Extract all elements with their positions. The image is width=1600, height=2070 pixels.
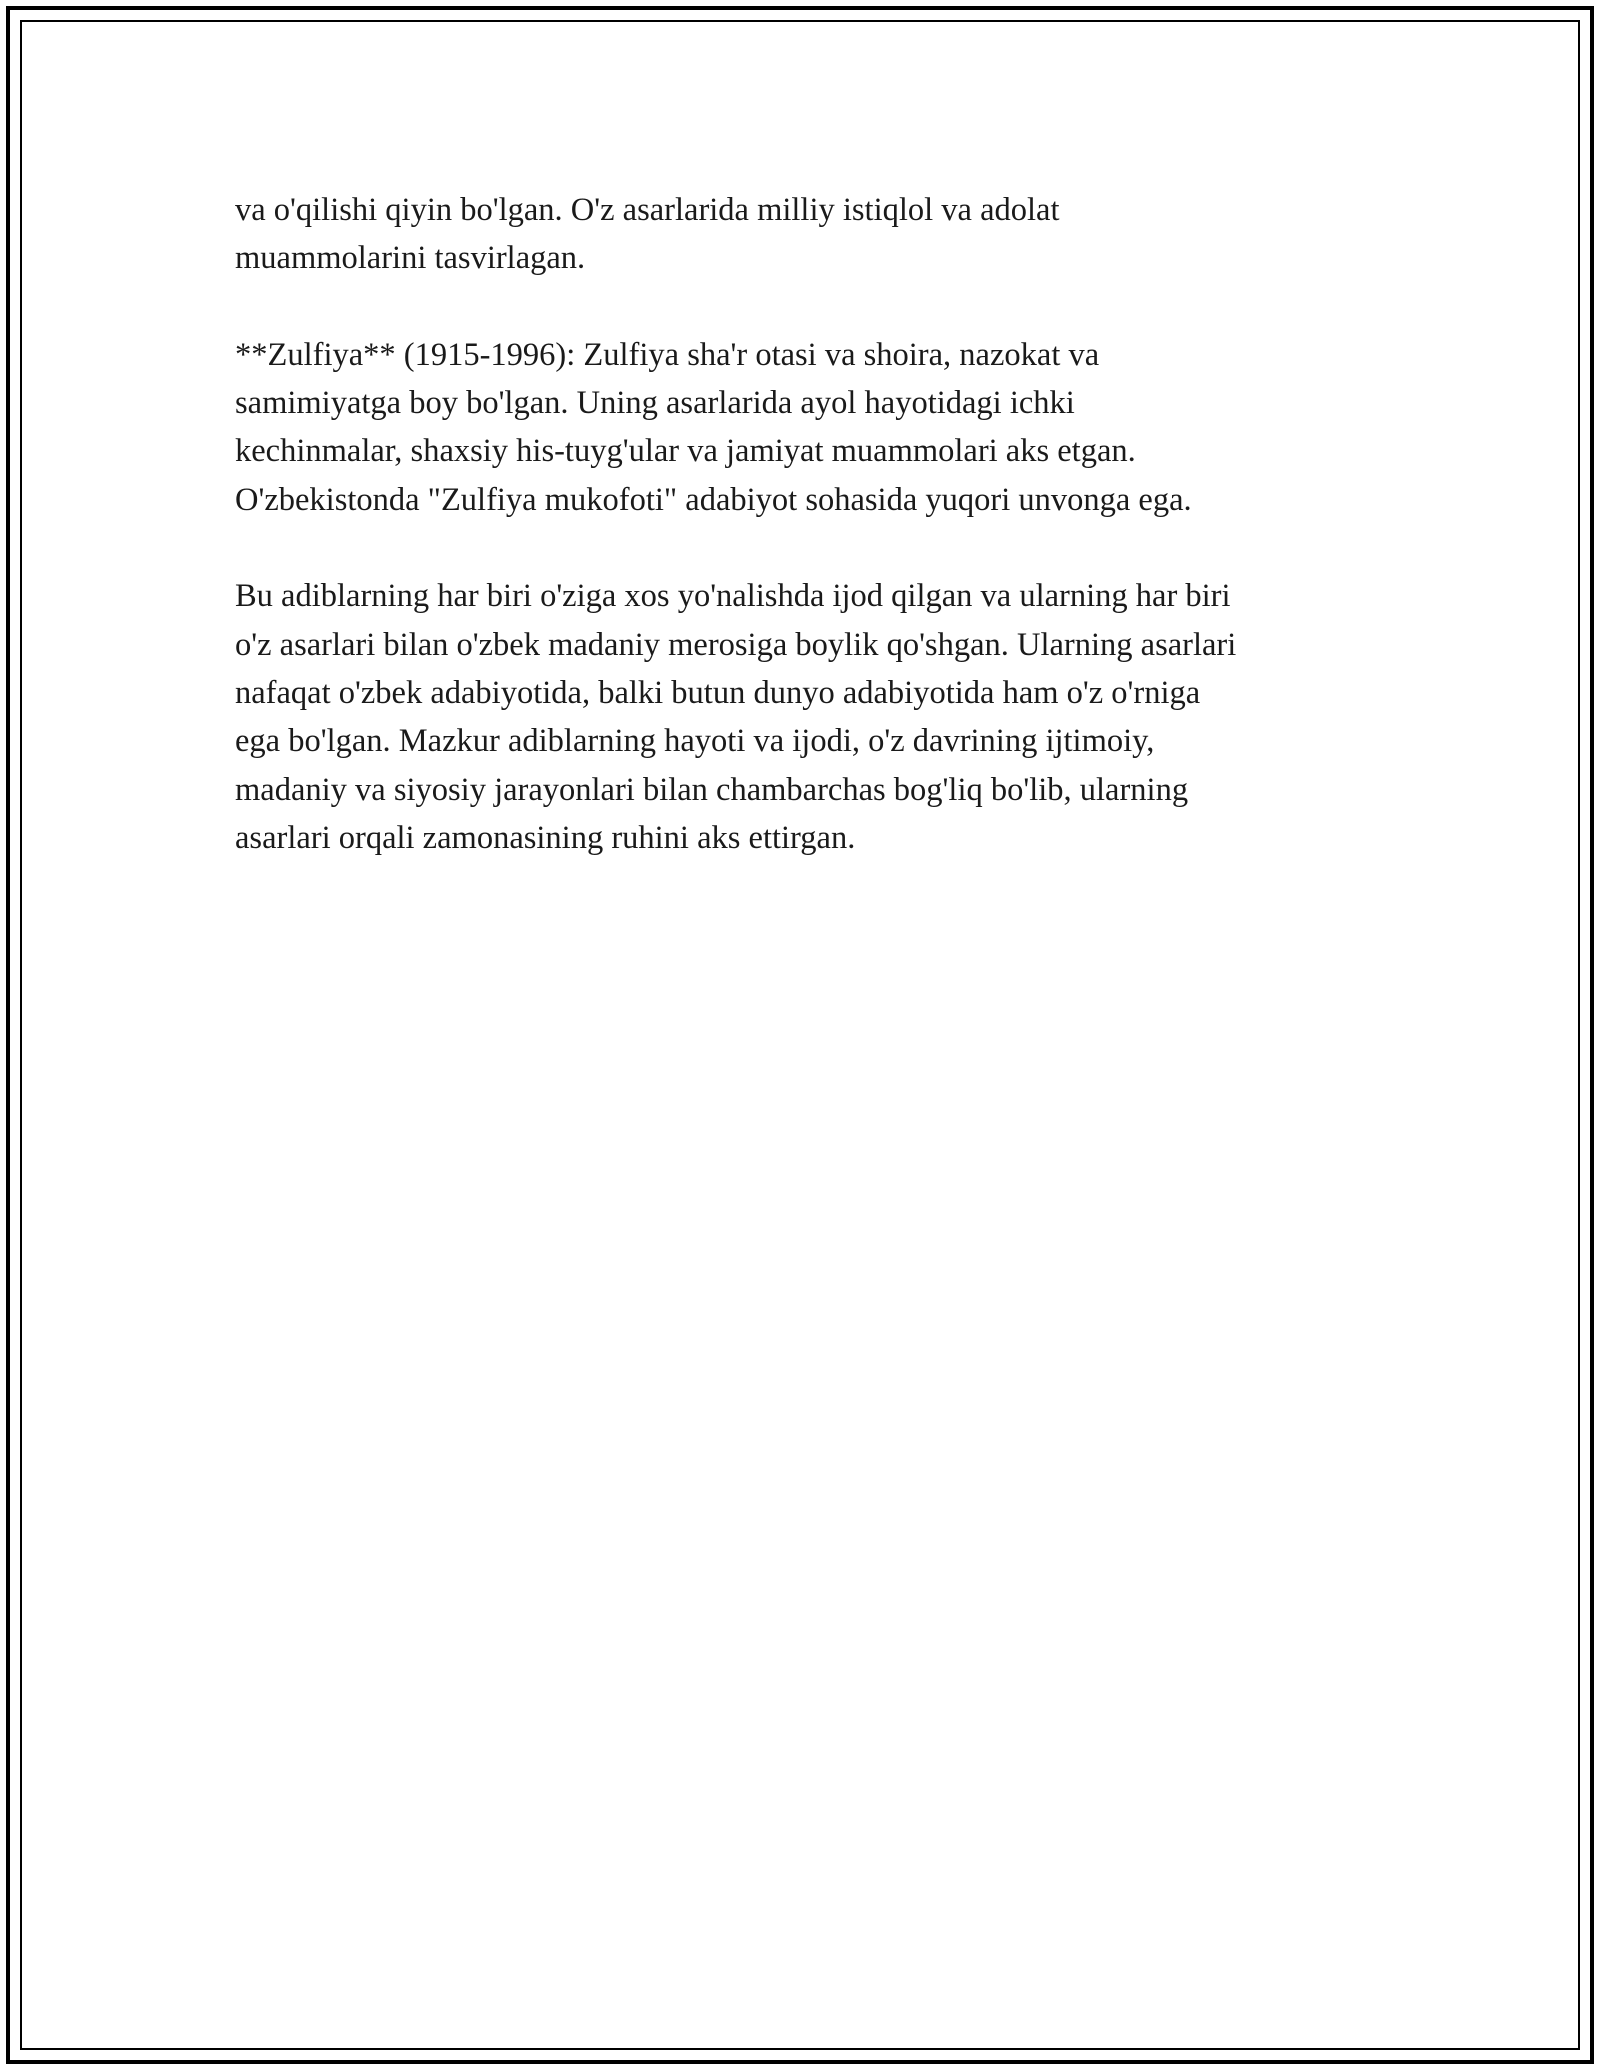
- paragraph-conclusion: [235, 572, 1375, 862]
- text-line: o'z asarlari bilan o'zbek madaniy merosiga boylik qo'shgan. Ularning asarlari: [235, 626, 1237, 663]
- text-line: O'zbekistonda "Zulfiya mukofoti" adabiyot sohasida yuqori unvonga ega.: [235, 481, 1192, 518]
- text-line: asarlari orqali zamonasining ruhini aks ettirgan.: [235, 819, 856, 856]
- paragraph-continuation: [235, 186, 1375, 283]
- text-line: va o'qilishi qiyin bo'lgan. O'z asarlarida milliy istiqlol va adolat: [235, 192, 1060, 228]
- text-line: samimiyatga boy bo'lgan. Uning asarlarida ayol hayotidagi ichki: [235, 385, 1075, 422]
- paragraph-zulfiya: [235, 331, 1375, 524]
- text-line: ega bo'lgan. Mazkur adiblarning hayoti va ijodi, o'z davrining ijtimoiy,: [235, 723, 1155, 760]
- text-line: nafaqat o'zbek adabiyotida, balki butun dunyo adabiyotida ham o'z o'rniga: [235, 674, 1201, 711]
- text-line: madaniy va siyosiy jarayonlari bilan chambarchas bog'liq bo'lib, ularning: [235, 771, 1189, 808]
- text-line: Bu adiblarning har biri o'ziga xos yo'nalishda ijod qilgan va ularning har biri: [235, 578, 1231, 615]
- document-body: [235, 186, 1375, 910]
- text-line: **Zulfiya** (1915-1996): Zulfiya sha'r otasi va shoira, nazokat va: [235, 336, 1100, 373]
- text-line: muammolarini tasvirlagan.: [235, 240, 586, 277]
- text-line: kechinmalar, shaxsiy his-tuyg'ular va jamiyat muammolari aks etgan.: [235, 433, 1136, 470]
